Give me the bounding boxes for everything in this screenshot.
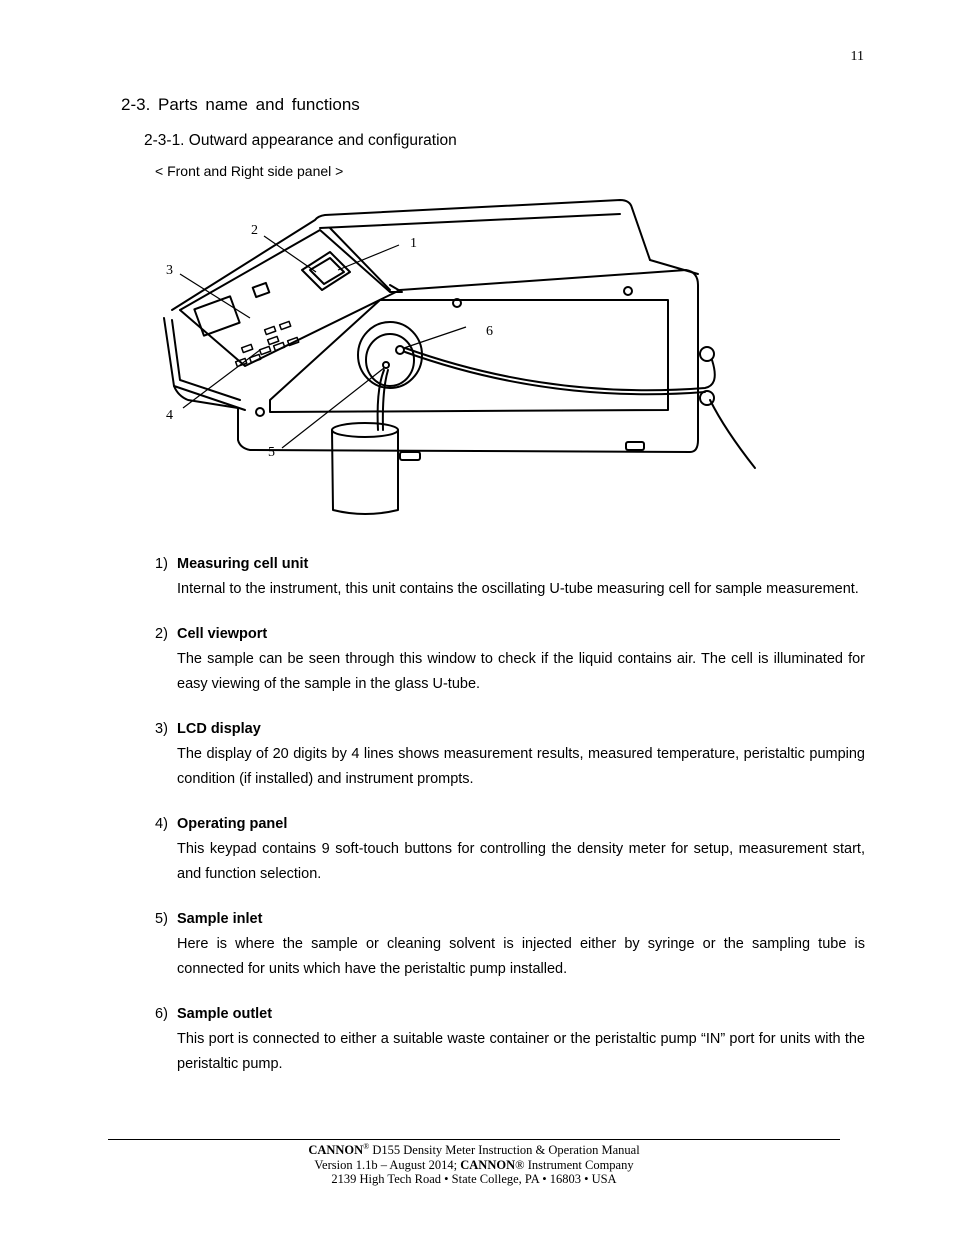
part-description: This port is connected to either a suitable waste container or the peristaltic pump “IN” port for units with the peristaltic pump. <box>177 1031 865 1072</box>
part-name: Cell viewport <box>177 626 268 642</box>
part-number: 5) <box>155 911 168 927</box>
part-description: The sample can be seen through this window to check if the liquid contains air. The cell is illuminated for easy viewing of the sample in the glass U-tube. <box>177 651 865 692</box>
part-description: Here is where the sample or cleaning solvent is injected either by syringe or the sampling tube is connected for units which have the peristaltic pump installed. <box>177 936 865 977</box>
part-name: Operating panel <box>177 816 288 832</box>
subsection-title: 2-3-1. Outward appearance and configuration <box>144 132 457 149</box>
part-name: Sample inlet <box>177 911 263 927</box>
callout-label-3: 3 <box>166 263 173 278</box>
footer-version: Version 1.1b – August 2014; <box>314 1157 461 1172</box>
callout-line-2 <box>264 236 316 272</box>
registered-mark: ® <box>363 1141 370 1151</box>
part-name: LCD display <box>177 721 261 737</box>
part-number: 6) <box>155 1006 168 1022</box>
part-item-operating-panel <box>155 812 865 887</box>
part-number: 3) <box>155 721 168 737</box>
part-number: 1) <box>155 556 168 572</box>
callout-line-1 <box>338 245 399 270</box>
footer-line-1 <box>108 1143 840 1158</box>
callout-label-5: 5 <box>268 445 275 460</box>
parts-list <box>155 552 865 1097</box>
callout-label-6: 6 <box>486 324 493 339</box>
footer-divider <box>108 1139 840 1140</box>
callout-line-3 <box>180 274 250 318</box>
front-panel <box>180 230 402 310</box>
lcd-display-drawing <box>194 296 239 335</box>
part-item-cell-viewport <box>155 622 865 697</box>
part-item-measuring-cell-unit <box>155 552 865 602</box>
page-number: 11 <box>850 49 864 64</box>
callout-label-2: 2 <box>251 223 258 238</box>
callout-line-4 <box>183 350 260 408</box>
keypad-drawing <box>236 321 299 366</box>
viewport-drawing <box>302 252 350 290</box>
instrument-illustration <box>150 190 770 520</box>
part-item-sample-inlet <box>155 907 865 982</box>
part-item-sample-outlet <box>155 1002 865 1077</box>
panel-caption: < Front and Right side panel > <box>155 163 344 179</box>
part-name: Sample outlet <box>177 1006 273 1022</box>
side-panel <box>270 300 668 412</box>
part-description: This keypad contains 9 soft-touch buttons for controlling the density meter for setup, measurement start, and function selection. <box>177 841 865 882</box>
section-title: 2-3. Parts name and functions <box>121 95 360 114</box>
part-description: Internal to the instrument, this unit contains the oscillating U-tube measuring cell for sample measurement. <box>177 581 859 597</box>
page-footer <box>108 1143 840 1187</box>
footer-line-2 <box>108 1158 840 1173</box>
part-name: Measuring cell unit <box>177 556 309 572</box>
part-number: 4) <box>155 816 168 832</box>
callout-line-6 <box>404 327 466 348</box>
footer-manual-title: D155 Density Meter Instruction & Operation Manual <box>369 1143 640 1157</box>
footer-brand: CANNON <box>308 1143 364 1157</box>
part-number: 2) <box>155 626 168 642</box>
beaker-drawing <box>332 370 398 514</box>
callout-label-1: 1 <box>410 236 417 251</box>
footer-company: ® Instrument Company <box>515 1157 634 1172</box>
part-description: The display of 20 digits by 4 lines shows measurement results, measured temperature, peristaltic pumping condition (if installed) and instrument prompts. <box>177 746 865 787</box>
part-item-lcd-display <box>155 717 865 792</box>
callout-label-4: 4 <box>166 408 173 423</box>
footer-address: 2139 High Tech Road • State College, PA • 16803 • USA <box>331 1172 617 1186</box>
footer-brand-2: CANNON <box>460 1157 516 1172</box>
